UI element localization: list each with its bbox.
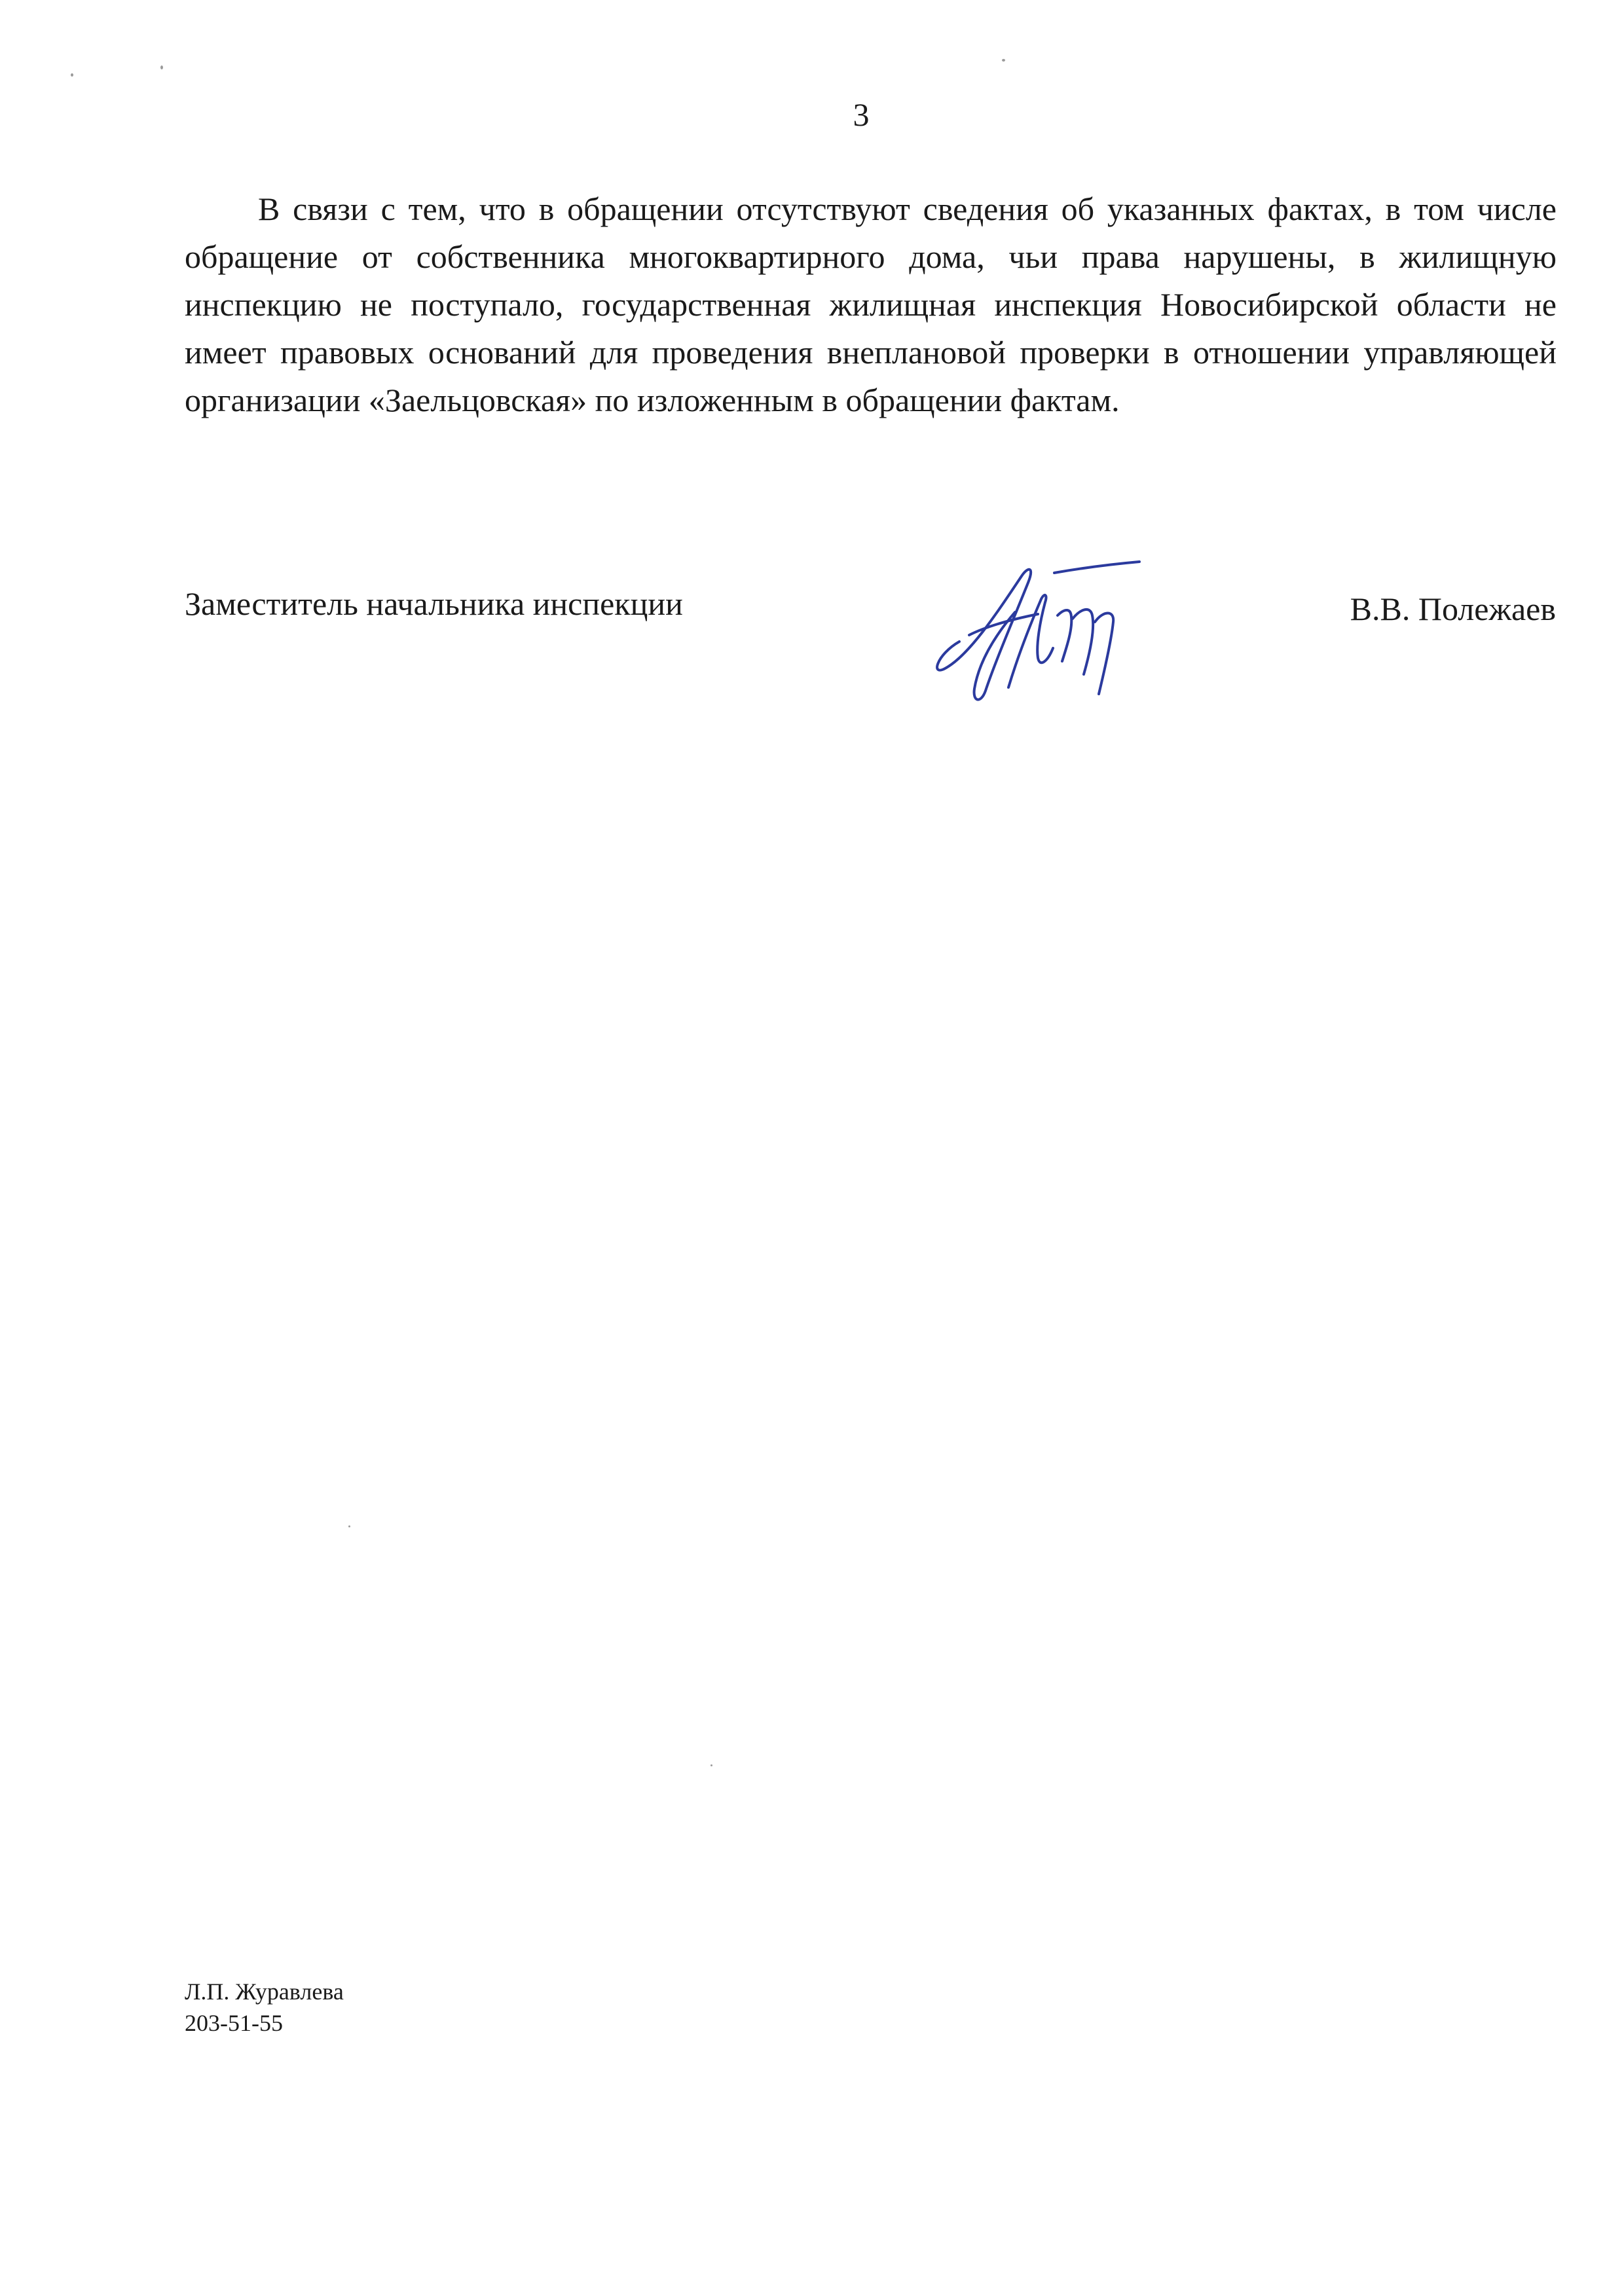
body-paragraph: В связи с тем, что в обращении отсутствуют сведения об указанных фактах, в том числе обращение от собственника многоквартирного дома, чьи права нарушены, в жилищную инспекцию не поступало, государственная жилищная инспекция Новосибирской области не имеет правовых оснований для проведения внеплановой проверки в отношении управляющей организации «Заельцовская» по изложенным в обращении фактам. bbox=[185, 191, 1557, 418]
scan-speck bbox=[348, 1525, 350, 1527]
executor-name: Л.П. Журавлева bbox=[185, 1978, 344, 2005]
signatory-name: В.В. Полежаев bbox=[1350, 591, 1556, 627]
scan-speck bbox=[710, 1764, 712, 1766]
scan-speck bbox=[71, 73, 73, 77]
page-number: 3 bbox=[853, 96, 870, 133]
scan-speck bbox=[160, 65, 163, 69]
handwritten-signature bbox=[923, 537, 1172, 707]
executor-footer bbox=[185, 1976, 344, 2039]
signatory-position: Заместитель начальника инспекции bbox=[185, 585, 683, 622]
body-text bbox=[185, 185, 1557, 424]
scan-speck bbox=[1002, 59, 1005, 62]
executor-phone: 203-51-55 bbox=[185, 2010, 283, 2036]
